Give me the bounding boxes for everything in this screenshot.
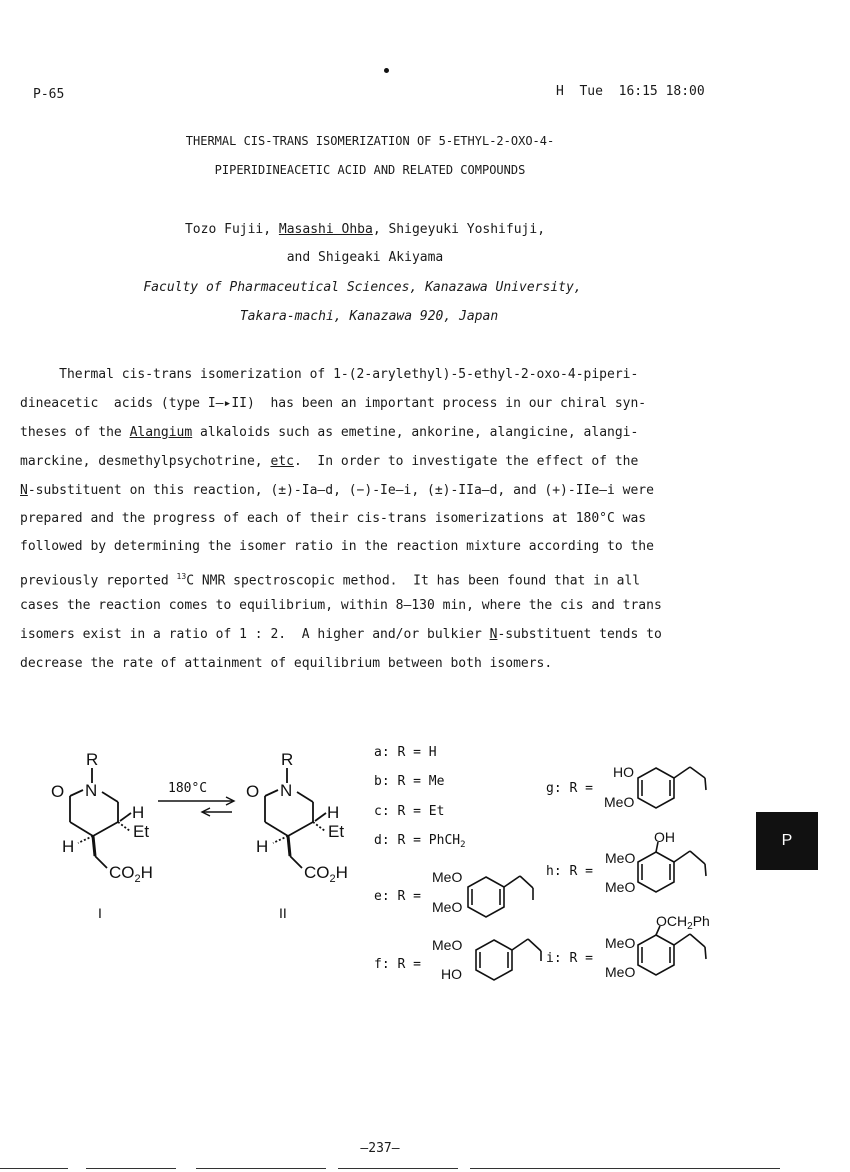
hydroxy-label: OH [654,829,675,845]
abstract-line: N-substituent on this reaction, (±)-Ia—d, (−)-Ie—i, (±)-IIa—d, and (+)-IIe—i were [20,483,654,498]
nitrogen-label: N [280,781,293,800]
methoxy-label: MeO [605,879,636,895]
bottom-rule [470,1168,780,1169]
methoxy-label: MeO [432,899,463,915]
oxygen-label: O [51,782,65,801]
dot-mark [384,68,389,73]
methoxy-label: MeO [605,850,636,866]
substituent-e-label: e: R = [374,889,421,904]
substituent-g-label: g: R = [546,781,593,796]
session-schedule: H Tue 16:15 18:00 [556,84,705,99]
methoxy-label: MeO [604,794,635,810]
label-II: II [279,905,287,921]
methoxy-label: MeO [605,964,636,980]
substituent-f-label: f: R = [374,957,421,972]
title-line-2: PIPERIDINEACETIC ACID AND RELATED COMPOUNDS [214,163,526,177]
methoxy-label: MeO [605,935,636,951]
ethyl-label: Et [328,822,345,841]
substituent-a: a: R = H [374,745,437,760]
bottom-rule [0,1168,68,1169]
affiliation-line-2: Takara-machi, Kanazawa 920, Japan [239,309,499,324]
aryl-ring-g [638,767,706,808]
bottom-rule [86,1168,176,1169]
methoxy-label: MeO [432,937,463,953]
authors-line-1 [0,222,730,237]
hydrogen-label: H [327,803,340,822]
hydrogen-label: H [256,837,269,856]
abstract-line: previously reported $^{13}$C NMR spectroscopic method. It has been found that in all [20,572,641,589]
bottom-rule [196,1168,326,1169]
aryl-ring-e [468,876,533,917]
hydroxy-label: HO [441,966,462,982]
aryl-ring-i [638,926,706,975]
substituent-i-label: i: R = [546,951,593,966]
equilibrium-arrows [158,797,234,816]
R-group-label: R [86,750,99,769]
carboxylic-acid-label: $CO_2H$ [304,863,348,885]
abstract-line: cases the reaction comes to equilibrium, within 8—130 min, where the cis and trans [20,598,662,613]
ethyl-label: Et [133,822,150,841]
abstract-line: dineacetic acids (type I—▸II) has been an important process in our chiral syn- [20,396,647,411]
nitrogen-label: N [85,781,98,800]
oxygen-label: O [246,782,260,801]
session-code: P-65 [33,87,65,102]
label-I: I [98,905,102,921]
abstract-line: Thermal cis-trans isomerization of 1-(2-arylethyl)-5-ethyl-2-oxo-4-piperi- [20,367,639,382]
benzyloxy-label: $OCH_2Ph$ [656,913,710,932]
title-line-1: THERMAL CIS-TRANS ISOMERIZATION OF 5-ETHYL-2-OXO-4- [185,134,555,148]
aryl-ring-f [476,939,541,980]
affiliation-line-1: Faculty of Pharmaceutical Sciences, Kanazawa University, [143,280,582,295]
hydrogen-label: H [132,803,145,822]
aryl-ring-h [638,842,706,892]
genus-alangium: Alangium [129,425,193,440]
substituent-c: c: R = Et [374,804,445,819]
section-tab-p: P [756,812,818,870]
abstract-line: prepared and the progress of each of their cis-trans isomerizations at 180°C was [20,511,647,526]
authors-line-2: and Shigeaki Akiyama [286,250,444,265]
substituent-h-label: h: R = [546,864,593,879]
substituent-b: b: R = Me [374,774,445,789]
bottom-rule [338,1168,458,1169]
hydrogen-label: H [62,837,75,856]
abstract-line: isomers exist in a ratio of 1 : 2. A higher and/or bulkier N-substituent tends to [20,627,662,642]
page-number: —237— [360,1141,400,1156]
author-ohba-presenter: Masashi Ohba [278,222,373,237]
R-group-label: R [281,750,294,769]
abstract-line: decrease the rate of attainment of equilibrium between both isomers. [20,656,553,671]
substituent-d: d: R = PhCH$_2$ [374,833,466,850]
abstract-line: marckine, desmethylpsychotrine, etc. In order to investigate the effect of the [20,454,639,469]
abstract-line: theses of the Alangium alkaloids such as emetine, ankorine, alangicine, alangi- [20,425,639,440]
author-yoshifuji: , Shigeyuki Yoshifuji, [372,222,546,237]
structure-II [265,768,326,868]
structure-I [70,768,131,868]
author-fujii: Tozo Fujii, [184,222,279,237]
condition-label: 180°C [168,781,208,796]
hydroxy-label: HO [613,764,634,780]
abstract-line: followed by determining the isomer ratio in the reaction mixture according to the [20,539,654,554]
carboxylic-acid-label: $CO_2H$ [109,863,153,885]
reaction-scheme [0,730,740,990]
methoxy-label: MeO [432,869,463,885]
